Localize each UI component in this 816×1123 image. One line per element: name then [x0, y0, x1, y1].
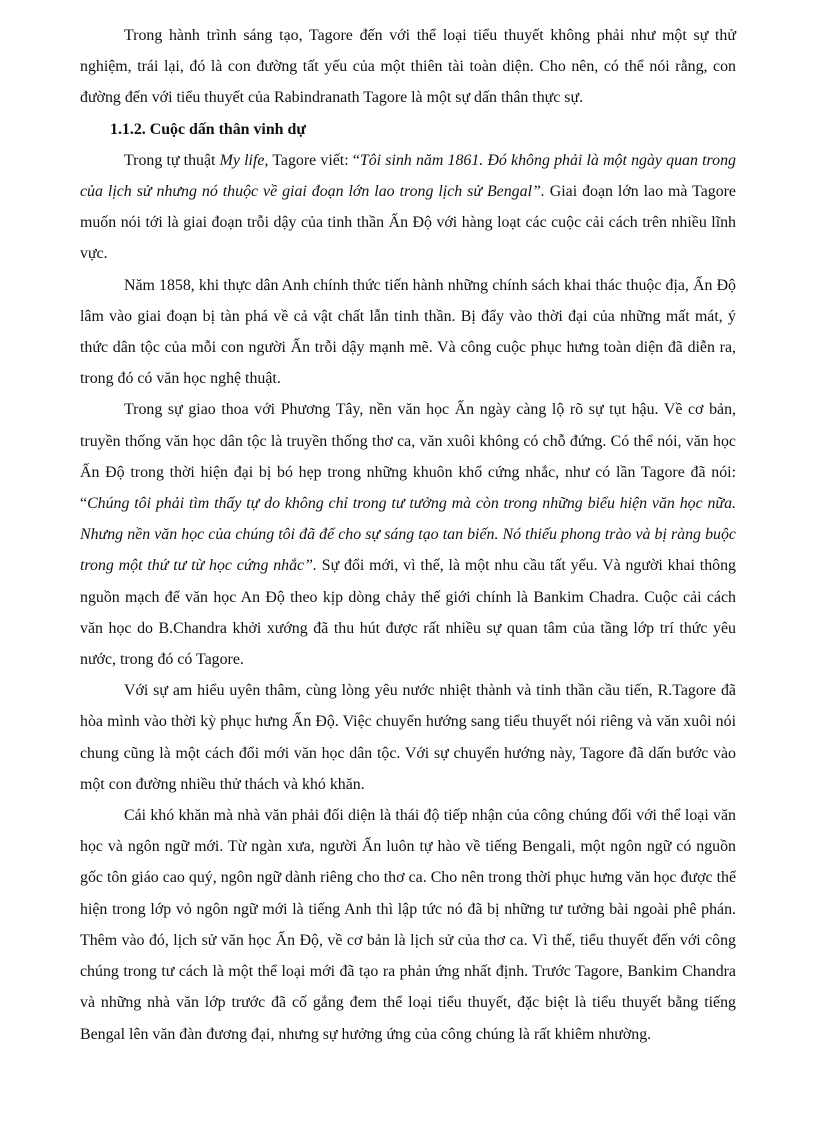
text-run: Trong hành trình sáng tạo, Tagore đến với thể loại tiểu thuyết không phải như một sự thử nghiệm, trái lại, đó là con đường tất yếu của một thiên tài toàn diện. Cho nên, có thể nói rằng, con đường đến với tiểu thuyết của Rabindranath Tagore là một sự dấn thân thực sự. [80, 27, 736, 107]
paragraph-2 [80, 145, 736, 270]
text-run: Với sự am hiểu uyên thâm, cùng lòng yêu nước nhiệt thành và tinh thần cầu tiến, R.Tagore đã hòa mình vào thời kỳ phục hưng Ấn Độ. Việc chuyển hướng sang tiểu thuyết nói riêng và văn xuôi nói chung cũng là một cách đổi mới văn học dân tộc. Với sự chuyển hướng này, Tagore đã dấn bước vào một con đường nhiều thử thách và khó khăn. [80, 682, 736, 793]
text-run: Cái khó khăn mà nhà văn phải đối diện là thái độ tiếp nhận của công chúng đối với thể loại văn học và ngôn ngữ mới. Từ ngàn xưa, người Ấn luôn tự hào về tiếng Bengali, một ngôn ngữ có nguồn gốc tôn giáo cao quý, ngôn ngữ dành riêng cho thơ ca. Cho nên trong thời phục hưng văn học được thể hiện trong lớp vỏ ngôn ngữ mới là tiếng Anh thì lập tức nó đã bị những tư tưởng bài ngoài phê phán. Thêm vào đó, lịch sử văn học Ấn Độ, về cơ bản là lịch sử của thơ ca. Vì thế, tiểu thuyết đến với công chúng trong tư cách là một thể loại mới đã tạo ra phản ứng nhất định. Trước Tagore, Bankim Chandra và những nhà văn lớp trước đã cố gắng đem thể loại tiểu thuyết, đặc biệt là tiểu thuyết bằng tiếng Bengal lên văn đàn đương đại, nhưng sự hưởng ứng của công chúng là rất khiêm nhường. [80, 807, 736, 1043]
text-run: Sự đổi mới, vì thế, là một nhu cầu tất yếu. Và người khai thông nguồn mạch để văn học An Độ theo kịp dòng chảy thế giới chính là Bankim Chadra. Cuộc cải cách văn học do B.Chandra khởi xướng đã thu hút được rất nhiều sự quan tâm của tầng lớp trí thức yêu nước, trong đó có Tagore. [80, 557, 736, 669]
text-run: Năm 1858, khi thực dân Anh chính thức tiến hành những chính sách khai thác thuộc địa, Ấn Độ lâm vào giai đoạn bị tàn phá về cả vật chất lẫn tinh thần. Bị đẩy vào thời đại của những mất mát, ý thức dân tộc của mỗi con người Ấn trỗi dậy mạnh mẽ. Và công cuộc phục hưng toàn diện đã diễn ra, trong đó có văn học nghệ thuật. [80, 276, 736, 388]
paragraph-6 [80, 800, 736, 1050]
italic-run: Chúng tôi phải tìm thấy tự do không chỉ trong tư tưởng mà còn trong những biểu hiện văn học nữa. Nhưng nền văn học của chúng tôi đã để cho sự sáng tạo tan biến. Nó thiếu phong trào và bị ràng buộc trong một thứ tư từ học cứng nhắc”. [80, 495, 736, 575]
paragraph-3 [80, 270, 736, 395]
paragraph-5 [80, 675, 736, 800]
paragraph-1 [80, 20, 736, 114]
text-run: Giai đoạn lớn lao mà Tagore muốn nói tới là giai đoạn trỗi dậy của tinh thần Ấn Độ với hàng loạt các cuộc cải cách trên nhiều lĩnh vực. [80, 183, 736, 263]
section-heading: 1.1.2. Cuộc dấn thân vinh dự [110, 120, 306, 138]
text-run: , Tagore viết: “ [264, 151, 360, 169]
italic-run: My life [219, 151, 265, 169]
text-run: Trong sự giao thoa với Phương Tây, nền văn học Ấn ngày càng lộ rõ sự tụt hậu. Về cơ bản, truyền thống văn học dân tộc là truyền thống thơ ca, văn xuôi không có chỗ đứng. Có thể nói, văn học Ấn Độ trong thời hiện đại bị bó hẹp trong những khuôn khổ cứng nhắc, như có lần Tagore đã nói: “ [80, 401, 736, 513]
paragraph-4 [80, 394, 736, 675]
italic-run: Tôi sinh năm 1861. Đó không phải là một ngày quan trong của lịch sử nhưng nó thuộc về giai đoạn lớn lao trong lịch sử Bengal”. [80, 151, 736, 201]
text-run: Trong tự thuật [124, 151, 220, 169]
